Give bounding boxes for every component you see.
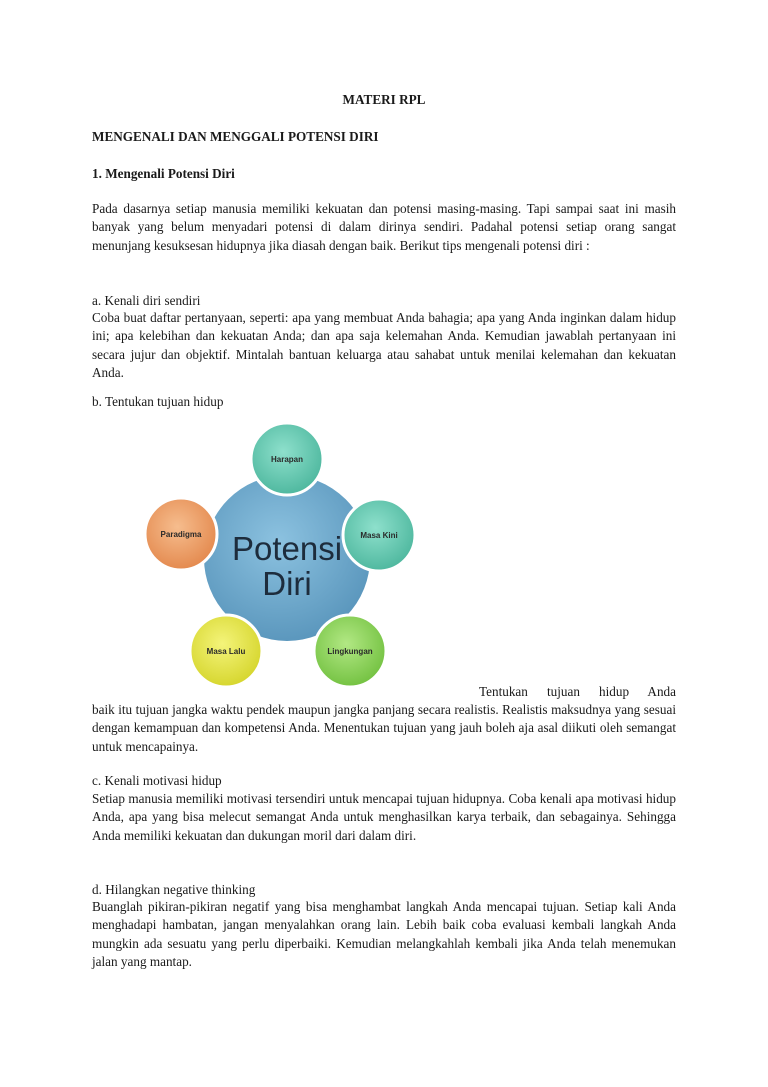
node-lingkungan [314,615,386,687]
node-lingkungan-label: Lingkungan [327,647,373,656]
intro-paragraph: Pada dasarnya setiap manusia memiliki kekuatan dan potensi masing-masing. Tapi sampai saat ini masih banyak yang belum menyadari potensi di dalam dirinya sendiri. Padahal potensi setiap orang sangat menunjang kesuksesan hidupnya jika diasah dengan baik. Berikut tips mengenali potensi diri : [92,201,676,253]
node-paradigma-label: Paradigma [160,530,202,539]
subsection-c-body: Setiap manusia memiliki motivasi tersendiri untuk mencapai tujuan hidupnya. Coba kenali apa motivasi hidup Anda, apa yang bisa melecut semangat Anda untuk menghasilkan karya terbaik, dan sebagainya. Sehingga Anda memiliki kekuatan dan dukungan moril dari dalam diri. [92,791,676,843]
center-label-line1: Potensi [231,530,343,567]
center-label-line2: Diri [262,565,312,602]
potensi-diri-diagram [92,414,480,696]
subsection-b-title: b. Tentukan tujuan hidup [92,394,224,409]
subsection-d-body: Buanglah pikiran-pikiran negatif yang bisa menghambat langkah Anda mencapai tujuan. Setiap kali Anda menghadapi hambatan, jangan menyalahkan orang lain. Lebih baik coba evaluasi kembali langkah Anda mungkin ada sesuatu yang perlu diperbaiki. Kemudian melangkahlah kembali jika Anda telah menemukan jalan yang mantap. [92,899,676,969]
node-paradigma [145,498,217,570]
node-masa-kini [343,499,415,571]
node-masa-lalu-label: Masa Lalu [206,647,246,656]
node-harapan-label: Harapan [270,455,304,464]
subsection-b-body-first: Tentukan tujuan hidup Anda [479,684,676,699]
subsection-a-body: Coba buat daftar pertanyaan, seperti: apa yang membuat Anda bahagia; apa yang Anda inginkan dalam hidup ini; apa kelebihan dan kekuatan Anda; dan apa saja kelemahan Anda. Kemudian jawablah pertanyaan ini secara jujur dan objektif. Mintalah bantuan keluarga atau sahabat untuk menilai kelemahan dan kekuatan Anda. [92,310,676,380]
subsection-c-title: c. Kenali motivasi hidup [92,773,222,788]
node-masa-kini-label: Masa Kini [360,531,398,540]
subsection-b-body: baik itu tujuan jangka waktu pendek maupun jangka panjang secara realistis. Realistis maksudnya yang sesuai dengan kemampuan dan kompetensi Anda. Menentukan tujuan yang jauh boleh aja asal diikuti oleh semangat untuk mencapainya. [92,702,676,754]
subsection-a-title: a. Kenali diri sendiri [92,293,201,308]
section-title: 1. Mengenali Potensi Diri [92,166,235,181]
diagram-svg [92,414,480,696]
document-heading: MENGENALI DAN MENGGALI POTENSI DIRI [92,129,379,144]
subsection-d-title: d. Hilangkan negative thinking [92,882,256,897]
document-title: MATERI RPL [342,92,426,107]
node-harapan [251,423,323,495]
node-masa-lalu [190,615,262,687]
